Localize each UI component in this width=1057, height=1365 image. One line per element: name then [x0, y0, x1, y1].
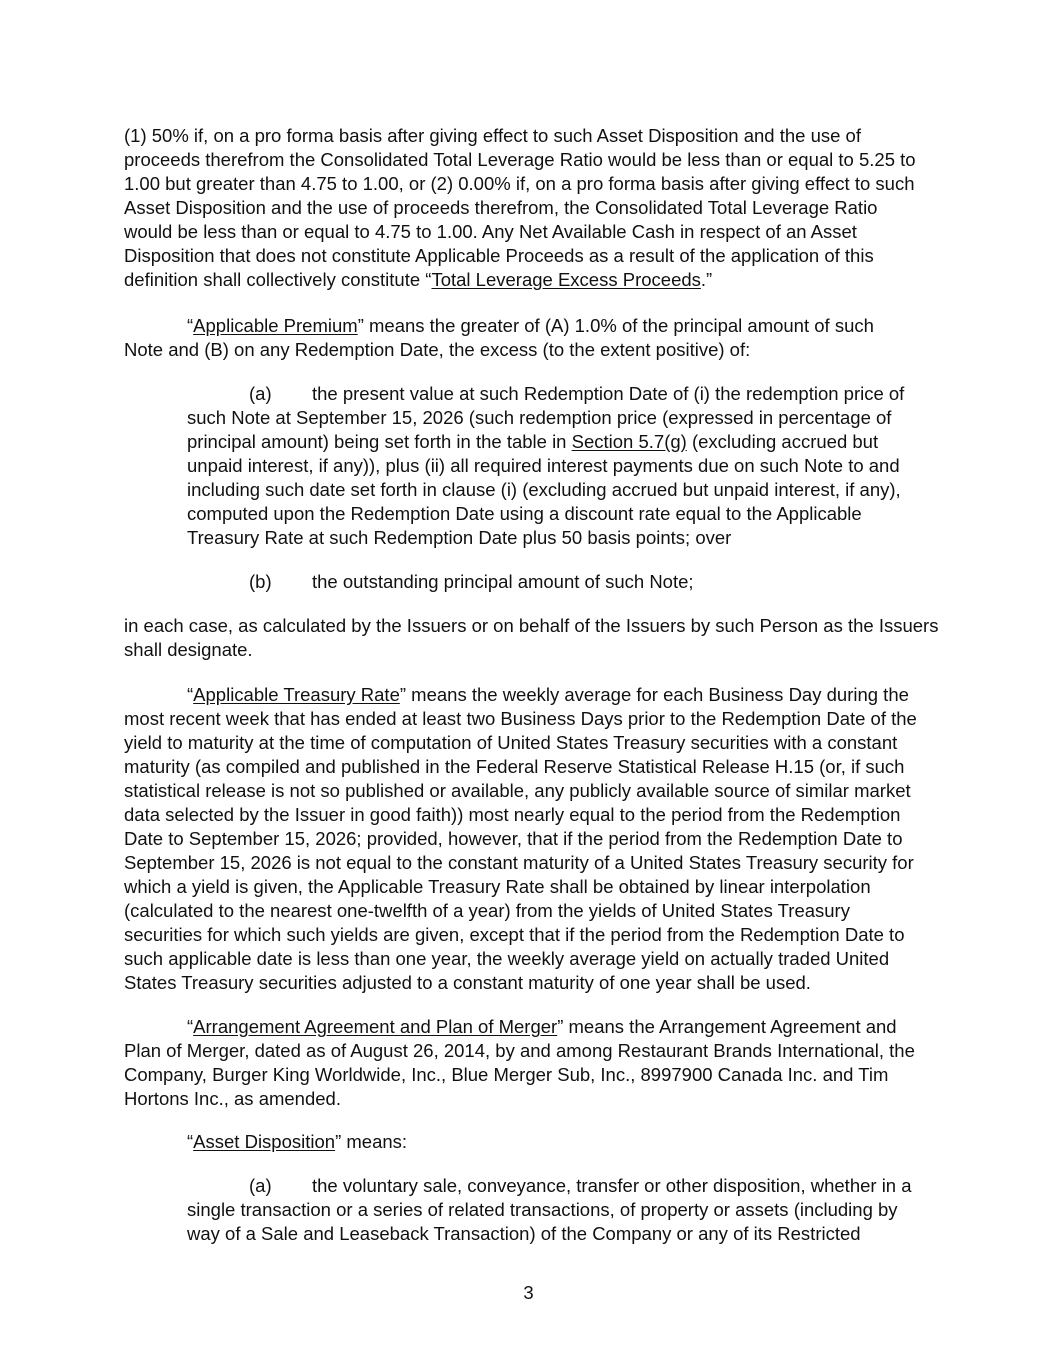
text-line: most recent week that has ended at least two Business Days prior to the Redemption Date of the — [124, 708, 917, 729]
text-fragment: ” means the Arrangement Agreement and — [557, 1016, 897, 1037]
text-line: such Note at September 15, 2026 (such redemption price (expressed in percentage of — [187, 407, 892, 428]
text-line: unpaid interest, if any)), plus (ii) all required interest payments due on such Note to and — [187, 455, 900, 476]
text-line: September 15, 2026 is not equal to the constant maturity of a United States Treasury security for — [124, 852, 914, 873]
defined-term-arrangement-agreement: Arrangement Agreement and Plan of Merger — [193, 1016, 558, 1037]
text-line: (1) 50% if, on a pro forma basis after giving effect to such Asset Disposition and the use of — [124, 125, 861, 146]
text-line: Company, Burger King Worldwide, Inc., Blue Merger Sub, Inc., 8997900 Canada Inc. and Tim — [124, 1064, 889, 1085]
text-line — [124, 268, 712, 292]
text-line: Treasury Rate at such Redemption Date plus 50 basis points; over — [187, 527, 732, 548]
text-line: Date to September 15, 2026; provided, however, that if the period from the Redemption Date to — [124, 828, 903, 849]
text-line: including such date set forth in clause (i) (excluding accrued but unpaid interest, if any), — [187, 479, 901, 500]
text-line: yield to maturity at the time of computation of United States Treasury securities with a constant — [124, 732, 898, 753]
text-fragment: principal amount) being set forth in the table in — [187, 431, 572, 452]
text-line: which a yield is given, the Applicable Treasury Rate shall be obtained by linear interpolation — [124, 876, 871, 897]
text-line: States Treasury securities adjusted to a constant maturity of one year shall be used. — [124, 972, 811, 993]
text-line: way of a Sale and Leaseback Transaction) of the Company or any of its Restricted — [187, 1223, 861, 1244]
text-fragment: ” means the greater of (A) 1.0% of the principal amount of such — [357, 315, 874, 336]
open-quote: “ — [187, 1131, 194, 1152]
defined-term-applicable-premium: Applicable Premium — [193, 315, 358, 336]
text-line: (calculated to the nearest one-twelfth of a year) from the yields of United States Treasury — [124, 900, 850, 921]
page-number: 3 — [523, 1282, 534, 1303]
text-line: computed upon the Redemption Date using a discount rate equal to the Applicable — [187, 503, 862, 524]
item-text: the voluntary sale, conveyance, transfer or other disposition, whether in a — [312, 1175, 912, 1196]
text-line: in each case, as calculated by the Issuers or on behalf of the Issuers by such Person as the Issuers — [124, 615, 939, 636]
text-line: data selected by the Issuer in good faith)) most nearly equal to the period from the Redemption — [124, 804, 901, 825]
open-quote: “ — [187, 684, 194, 705]
text-line — [187, 683, 909, 707]
text-line: securities for which such yields are given, except that if the period from the Redemption Date to — [124, 924, 905, 945]
defined-term-total-leverage-excess-proceeds: Total Leverage Excess Proceeds — [431, 269, 701, 290]
item-text: the outstanding principal amount of such Note; — [312, 571, 694, 592]
text-line — [187, 1130, 407, 1154]
text-line: single transaction or a series of related transactions, of property or assets (including by — [187, 1199, 898, 1220]
open-quote: “ — [187, 1016, 194, 1037]
text-line: Plan of Merger, dated as of August 26, 2014, by and among Restaurant Brands International, the — [124, 1040, 915, 1061]
text-fragment: definition shall collectively constitute “ — [124, 269, 432, 290]
item-label: (a) — [249, 1175, 272, 1196]
item-label: (a) — [249, 383, 272, 404]
text-line: maturity (as compiled and published in the Federal Reserve Statistical Release H.15 (or, if such — [124, 756, 905, 777]
defined-term-applicable-treasury-rate: Applicable Treasury Rate — [193, 684, 400, 705]
text-line — [187, 314, 874, 338]
text-line: statistical release is not so published or available, any publicly available source of similar market — [124, 780, 911, 801]
text-line: such applicable date is less than one year, the weekly average yield on actually traded United — [124, 948, 890, 969]
section-reference: Section 5.7(g) — [571, 431, 687, 452]
item-text: the present value at such Redemption Date of (i) the redemption price of — [312, 383, 905, 404]
text-line: shall designate. — [124, 639, 253, 660]
text-line — [187, 430, 878, 454]
text-line: Note and (B) on any Redemption Date, the excess (to the extent positive) of: — [124, 339, 751, 360]
text-line: 1.00 but greater than 4.75 to 1.00, or (2) 0.00% if, on a pro forma basis after giving effect to such — [124, 173, 915, 194]
item-label: (b) — [249, 571, 272, 592]
text-line: would be less than or equal to 4.75 to 1.00. Any Net Available Cash in respect of an Asset — [124, 221, 857, 242]
open-quote: “ — [187, 315, 194, 336]
text-fragment: (excluding accrued but — [686, 431, 879, 452]
text-line: proceeds therefrom the Consolidated Total Leverage Ratio would be less than or equal to 5.25 to — [124, 149, 916, 170]
text-fragment: ” means the weekly average for each Business Day during the — [399, 684, 909, 705]
text-fragment: .” — [700, 269, 713, 290]
text-line: Asset Disposition and the use of proceeds therefrom, the Consolidated Total Leverage Ratio — [124, 197, 878, 218]
text-line: Hortons Inc., as amended. — [124, 1088, 341, 1109]
text-line: Disposition that does not constitute Applicable Proceeds as a result of the application of this — [124, 245, 874, 266]
text-fragment: ” means: — [335, 1131, 408, 1152]
defined-term-asset-disposition: Asset Disposition — [193, 1131, 336, 1152]
text-line — [187, 1015, 897, 1039]
